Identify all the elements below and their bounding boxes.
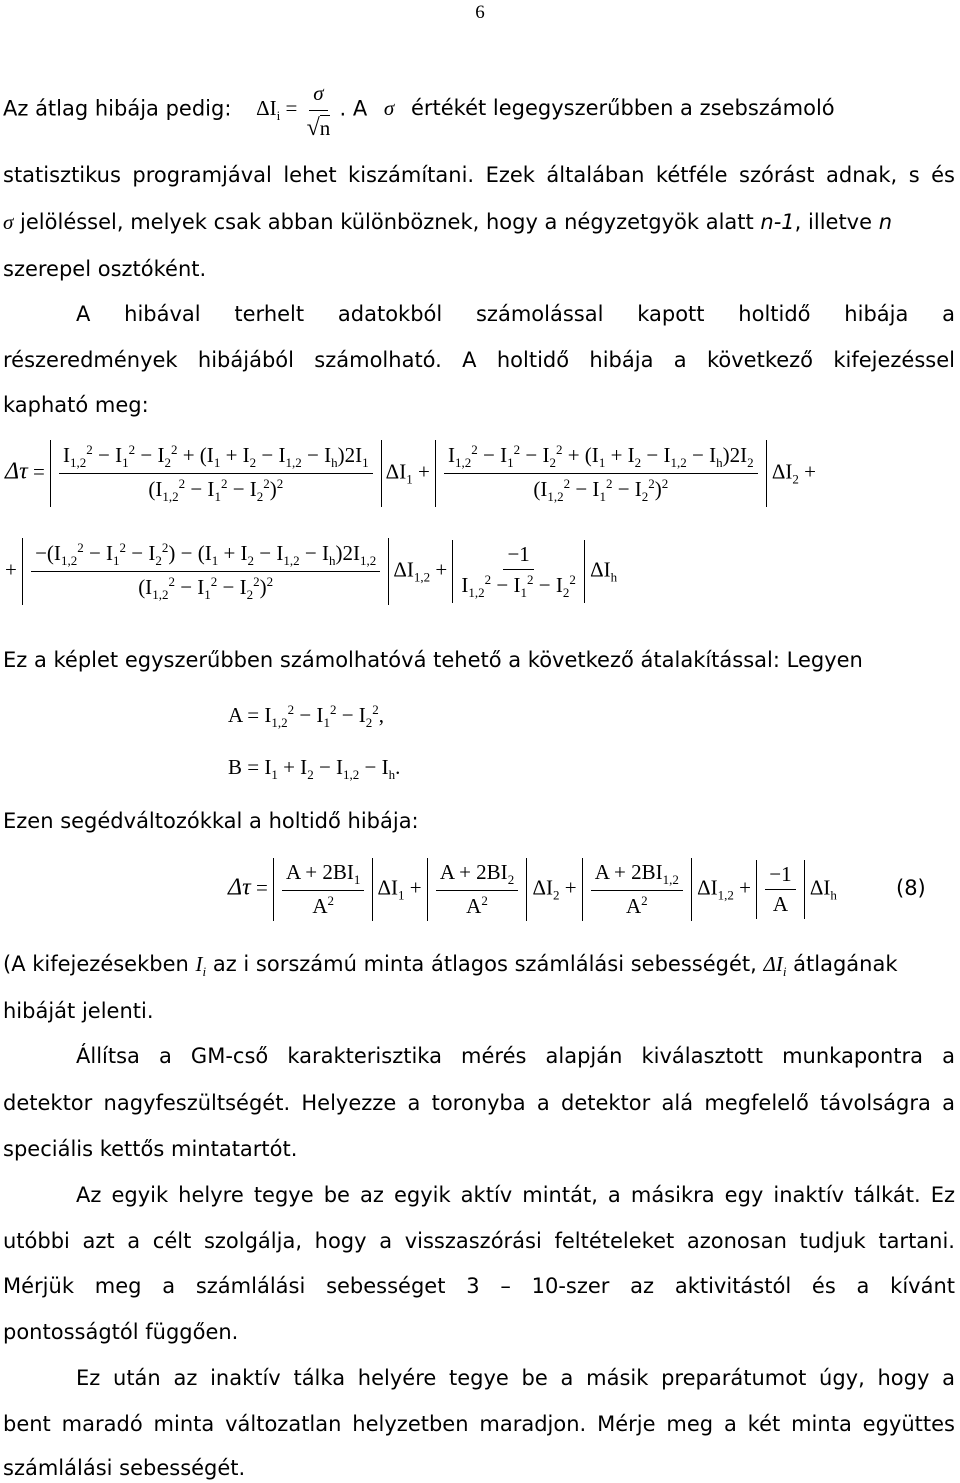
text-segment: értékét legegyszerűbben a zsebszámoló <box>410 96 835 121</box>
formula-definition-b: $B = I_1 + I_2 - I_{1,2} - I_h$. <box>228 755 401 783</box>
page-number: 6 <box>475 2 485 23</box>
paragraph-line <box>3 949 955 987</box>
paragraph-line: kapható meg: <box>3 393 149 417</box>
text-segment: (A kifejezésekben <box>3 952 189 976</box>
math-symbol: $\Delta I_i$ <box>763 952 787 980</box>
formula-dead-time-error-row2: + $\frac{-(I_{1,2}^2 - I_1^2 - I_2^2) - (I_1 + I_2 - I_{1,2} - I_h)2I_{1,2}}{(I_{1,2}^2 - I_1^2 - I_2^2)^2}$ $\Delta I_{1,2}$ + $\frac{-1}{I_{1,2}^2 - I_1^2 - I_2^2}$ $\Delta I_h$ <box>5 538 617 605</box>
equation-number: (8) <box>896 876 926 900</box>
text-segment: n <box>878 210 893 234</box>
paragraph-line: bent maradó minta változatlan helyzetben maradjon. Mérje meg a két minta együttes <box>3 1412 955 1436</box>
paragraph-line: Ezen segédváltozókkal a holtidő hibája: <box>3 809 419 833</box>
formula-eq-8: Δτ = $\frac{A + 2BI_1}{A^2}$ $\Delta I_1$ + $\frac{A + 2BI_2}{A^2}$ $\Delta I_2$ + $\frac{A + 2BI_{1,2}}{A^2}$ $\Delta I_{1,2}$ + $\frac{-1}{A}$ $\Delta I_h$ <box>228 858 837 921</box>
text-segment: . A <box>339 96 368 121</box>
formula-definition-a: $A = I_{1,2}^2 - I_1^2 - I_2^2$, <box>228 702 385 731</box>
text-segment: az i sorszámú minta átlagos számlálási sebességét, <box>212 952 757 976</box>
paragraph-line: Az egyik helyre tegye be az egyik aktív mintát, a másikra egy inaktív tálkát. Ez <box>76 1183 955 1207</box>
text-segment: n-1 <box>760 210 795 234</box>
text-segment: jelöléssel, melyek csak abban különböznek, hogy a négyzetgyök alatt <box>20 210 754 234</box>
formula-mean-error: $\Delta I_i$ = $\frac{\sigma}{√n}$ <box>256 96 339 120</box>
paragraph-line: Ez után az inaktív tálka helyére tegye be a másik preparátumot úgy, hogy a <box>76 1366 955 1390</box>
sigma-symbol: σ <box>3 210 14 234</box>
paragraph-line: A hibával terhelt adatokból számolással kapott holtidő hibája a <box>76 302 955 326</box>
text-line-4: szerepel osztóként. <box>3 257 207 281</box>
formula-dead-time-error-row1: Δτ = $\frac{I_{1,2}^2 - I_1^2 - I_2^2 + (I_1 + I_2 - I_{1,2} - I_h)2I_1}{(I_{1,2}^2 - I_1^2 - I_2^2)^2}$ $\Delta I_1$ + $\frac{I_{1,2}^2 - I_1^2 - I_2^2 + (I_1 + I_2 - I_{1,2} - I_h)2I_2}{(I_{1,2}^2 - I_1^2 - I_2^2)^2}$ $\Delta I_2$ + <box>5 440 816 507</box>
paragraph-line: hibáját jelenti. <box>3 999 154 1023</box>
paragraph-line: számlálási sebességét. <box>3 1456 246 1480</box>
text-segment: , illetve <box>794 210 873 234</box>
text-line-2: statisztikus programjával lehet kiszámítani. Ezek általában kétféle szórást adnak, s és <box>3 163 955 187</box>
paragraph-line: detektor nagyfeszültségét. Helyezze a toronyba a detektor alá megfelelő távolságra a <box>3 1091 955 1115</box>
sigma-symbol: σ <box>383 96 395 121</box>
paragraph-line: Ez a képlet egyszerűbben számolhatóvá tehető a következő átalakítással: Legyen <box>3 648 863 672</box>
paragraph-line: utóbbi azt a célt szolgálja, hogy a visszaszórási feltételeket azonosan tudjuk tartani. <box>3 1229 955 1253</box>
paragraph-line: pontosságtól függően. <box>3 1320 239 1344</box>
paragraph-line: részeredmények hibájából számolható. A holtidő hibája a következő kifejezéssel <box>3 348 955 372</box>
text-line-3 <box>3 207 955 237</box>
text-line-1 <box>3 78 955 143</box>
math-symbol: $I_i$ <box>195 952 207 980</box>
text-segment: Az átlag hibája pedig: <box>3 96 232 121</box>
text-segment: átlagának <box>793 952 898 976</box>
paragraph-line: speciális kettős mintatartót. <box>3 1137 298 1161</box>
paragraph-line: Állítsa a GM-cső karakterisztika mérés alapján kiválasztott munkapontra a <box>76 1044 955 1068</box>
paragraph-line: Mérjük meg a számlálási sebességet 3 – 10-szer az aktivitástól és a kívánt <box>3 1274 955 1298</box>
